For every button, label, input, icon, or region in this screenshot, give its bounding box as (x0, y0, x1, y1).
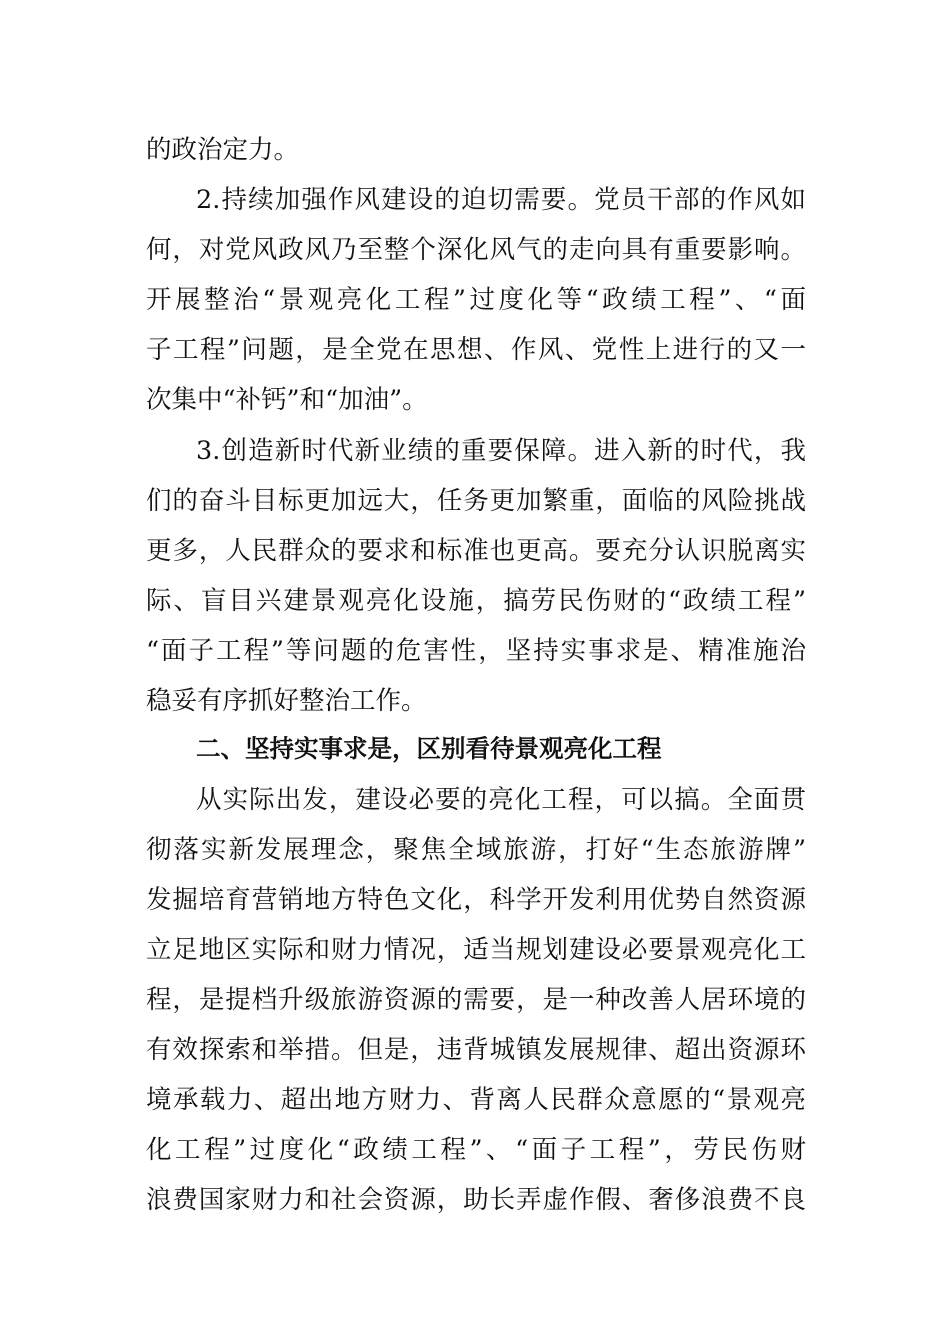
text-line: 的政治定力。 (146, 135, 300, 165)
text-line: 浪费国家财力和社会资源，助长弄虚作假、奢侈浪费不良 (146, 1185, 806, 1215)
section-heading: 二、坚持实事求是，区别看待景观亮化工程 (196, 734, 662, 763)
text-line: 3.创造新时代新业绩的重要保障。进入新的时代，我 (196, 436, 806, 466)
text-line: 立足地区实际和财力情况，适当规划建设必要景观亮化工 (146, 935, 806, 965)
text-line: 从实际出发，建设必要的亮化工程，可以搞。全面贯 (196, 785, 806, 815)
text-line: 子工程”问题，是全党在思想、作风、党性上进行的又一 (146, 335, 806, 365)
text-line: “面子工程”等问题的危害性，坚持实事求是、精准施治 (146, 636, 806, 666)
text-line: 程，是提档升级旅游资源的需要，是一种改善人居环境的 (146, 985, 806, 1015)
text-line: 次集中“补钙”和“加油”。 (146, 385, 428, 415)
text-line: 何，对党风政风乃至整个深化风气的走向具有重要影响。 (146, 235, 806, 265)
text-line: 际、盲目兴建景观亮化设施，搞劳民伤财的“政绩工程” (146, 586, 806, 616)
text-line: 有效探索和举措。但是，违背城镇发展规律、超出资源环 (146, 1035, 806, 1065)
text-line: 们的奋斗目标更加远大，任务更加繁重，面临的风险挑战 (146, 486, 806, 516)
text-line: 2.持续加强作风建设的迫切需要。党员干部的作风如 (196, 185, 806, 215)
text-line: 境承载力、超出地方财力、背离人民群众意愿的“景观亮 (146, 1085, 806, 1115)
text-line: 稳妥有序抓好整治工作。 (146, 686, 427, 716)
text-line: 化工程”过度化“政绩工程”、“面子工程”，劳民伤财 (146, 1135, 806, 1165)
text-line: 更多，人民群众的要求和标准也更高。要充分认识脱离实 (146, 536, 806, 566)
text-line: 彻落实新发展理念，聚焦全域旅游，打好“生态旅游牌” (146, 835, 806, 865)
text-line: 开展整治“景观亮化工程”过度化等“政绩工程”、“面 (146, 285, 806, 315)
text-line: 发掘培育营销地方特色文化，科学开发利用优势自然资源 (146, 885, 806, 915)
